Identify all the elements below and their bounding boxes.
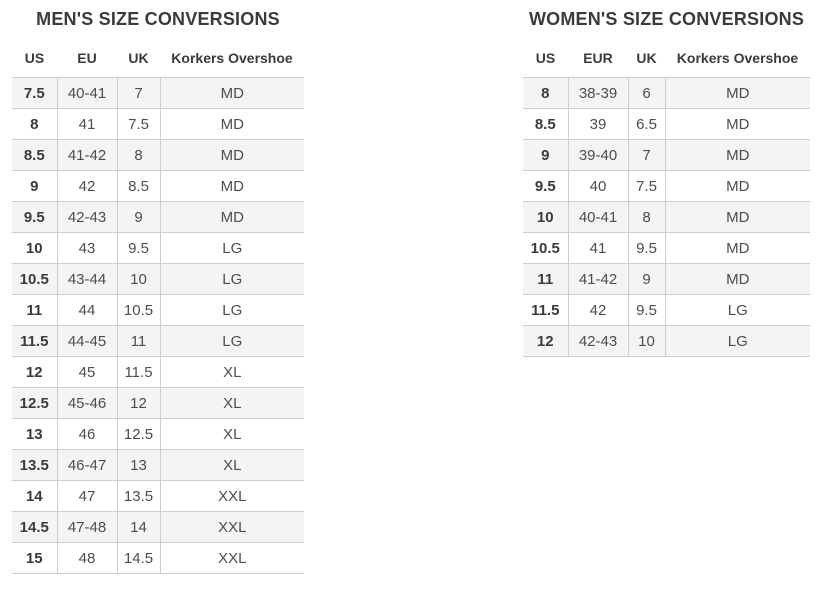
table-cell: 43-44 [57,264,117,295]
table-cell: 11.5 [117,357,160,388]
table-row [523,109,810,140]
womens-size-table [523,46,810,357]
table-cell: 9.5 [628,295,665,326]
table-cell: 46-47 [57,450,117,481]
table-row [523,171,810,202]
table-cell: 43 [57,233,117,264]
table-row [12,202,304,233]
table-cell: MD [665,233,810,264]
table-row [12,233,304,264]
table-cell: 13.5 [117,481,160,512]
table-row [523,264,810,295]
mens-table-header-row [12,46,304,78]
table-row [12,419,304,450]
table-cell: 8 [628,202,665,233]
table-cell: XL [160,419,304,450]
table-row [12,357,304,388]
column-header-eu: EU [57,46,117,78]
table-cell: XL [160,388,304,419]
table-cell: XL [160,450,304,481]
table-cell: 12.5 [117,419,160,450]
table-cell: 40-41 [57,78,117,109]
table-cell: MD [160,78,304,109]
table-cell: 40-41 [568,202,628,233]
table-row [12,543,304,574]
table-cell: 6 [628,78,665,109]
table-row [523,295,810,326]
table-cell: LG [160,326,304,357]
table-cell: 9.5 [628,233,665,264]
table-cell: 10.5 [117,295,160,326]
table-cell: 44-45 [57,326,117,357]
table-row [523,78,810,109]
column-header-korkers-overshoe: Korkers Overshoe [665,46,810,78]
table-cell: 7.5 [628,171,665,202]
column-header-eur: EUR [568,46,628,78]
table-cell: 39-40 [568,140,628,171]
table-cell: MD [665,171,810,202]
table-cell: 48 [57,543,117,574]
table-row [12,78,304,109]
table-cell: 12 [523,326,568,357]
table-cell: 42 [57,171,117,202]
table-cell: 47 [57,481,117,512]
table-cell: 13 [117,450,160,481]
table-cell: 10 [523,202,568,233]
table-cell: 44 [57,295,117,326]
table-row [12,450,304,481]
table-cell: XL [160,357,304,388]
table-cell: 8 [117,140,160,171]
table-cell: MD [665,78,810,109]
mens-table-title: MEN'S SIZE CONVERSIONS [36,9,280,29]
table-cell: 41 [57,109,117,140]
table-cell: 8 [12,109,57,140]
table-cell: 10 [12,233,57,264]
table-cell: 12 [117,388,160,419]
table-cell: 47-48 [57,512,117,543]
table-cell: 11.5 [12,326,57,357]
table-cell: XXL [160,481,304,512]
column-header-uk: UK [628,46,665,78]
table-cell: MD [160,171,304,202]
table-cell: 14.5 [12,512,57,543]
table-cell: 11 [523,264,568,295]
table-cell: 13.5 [12,450,57,481]
table-row [12,388,304,419]
table-row [523,140,810,171]
table-cell: 8 [523,78,568,109]
table-cell: 38-39 [568,78,628,109]
table-cell: 9 [117,202,160,233]
table-cell: 9 [523,140,568,171]
table-cell: 8.5 [523,109,568,140]
table-cell: 11.5 [523,295,568,326]
table-cell: MD [160,202,304,233]
table-cell: MD [665,264,810,295]
table-cell: 41 [568,233,628,264]
table-row [12,140,304,171]
column-header-us: US [12,46,57,78]
column-header-us: US [523,46,568,78]
table-cell: LG [160,233,304,264]
table-cell: LG [665,326,810,357]
table-cell: 45 [57,357,117,388]
table-cell: 10.5 [12,264,57,295]
table-cell: 39 [568,109,628,140]
table-cell: 15 [12,543,57,574]
table-cell: 46 [57,419,117,450]
table-cell: 42 [568,295,628,326]
table-cell: 12.5 [12,388,57,419]
table-cell: 8.5 [12,140,57,171]
table-cell: 10 [117,264,160,295]
table-cell: 40 [568,171,628,202]
table-cell: 7.5 [12,78,57,109]
table-row [12,481,304,512]
mens-size-section [12,0,304,574]
table-cell: 7.5 [117,109,160,140]
table-row [12,171,304,202]
table-cell: 42-43 [568,326,628,357]
table-cell: 42-43 [57,202,117,233]
table-row [12,326,304,357]
mens-table-body [12,78,304,574]
table-cell: LG [160,295,304,326]
table-cell: 9.5 [117,233,160,264]
table-cell: LG [160,264,304,295]
table-cell: XXL [160,543,304,574]
womens-table-title: WOMEN'S SIZE CONVERSIONS [528,9,805,29]
table-cell: XXL [160,512,304,543]
table-cell: 9 [12,171,57,202]
table-cell: 14 [12,481,57,512]
womens-table-header-row [523,46,810,78]
column-header-uk: UK [117,46,160,78]
table-cell: 41-42 [568,264,628,295]
table-cell: 14.5 [117,543,160,574]
table-cell: 7 [117,78,160,109]
table-cell: LG [665,295,810,326]
table-cell: 9.5 [523,171,568,202]
table-row [12,295,304,326]
table-cell: MD [160,109,304,140]
table-cell: 7 [628,140,665,171]
table-cell: 13 [12,419,57,450]
table-cell: 12 [12,357,57,388]
table-cell: 10.5 [523,233,568,264]
table-row [12,264,304,295]
table-cell: 9.5 [12,202,57,233]
table-cell: MD [665,140,810,171]
table-cell: 9 [628,264,665,295]
table-cell: 41-42 [57,140,117,171]
table-cell: 11 [117,326,160,357]
mens-size-table [12,46,304,574]
table-row [523,233,810,264]
table-cell: MD [665,109,810,140]
table-cell: 14 [117,512,160,543]
womens-table-body [523,78,810,357]
table-row [523,202,810,233]
table-cell: 45-46 [57,388,117,419]
table-cell: 8.5 [117,171,160,202]
table-cell: MD [160,140,304,171]
table-cell: 11 [12,295,57,326]
table-cell: 6.5 [628,109,665,140]
table-row [12,109,304,140]
table-cell: MD [665,202,810,233]
table-cell: 10 [628,326,665,357]
table-row [523,326,810,357]
table-row [12,512,304,543]
womens-size-section [523,0,810,357]
column-header-korkers-overshoe: Korkers Overshoe [160,46,304,78]
